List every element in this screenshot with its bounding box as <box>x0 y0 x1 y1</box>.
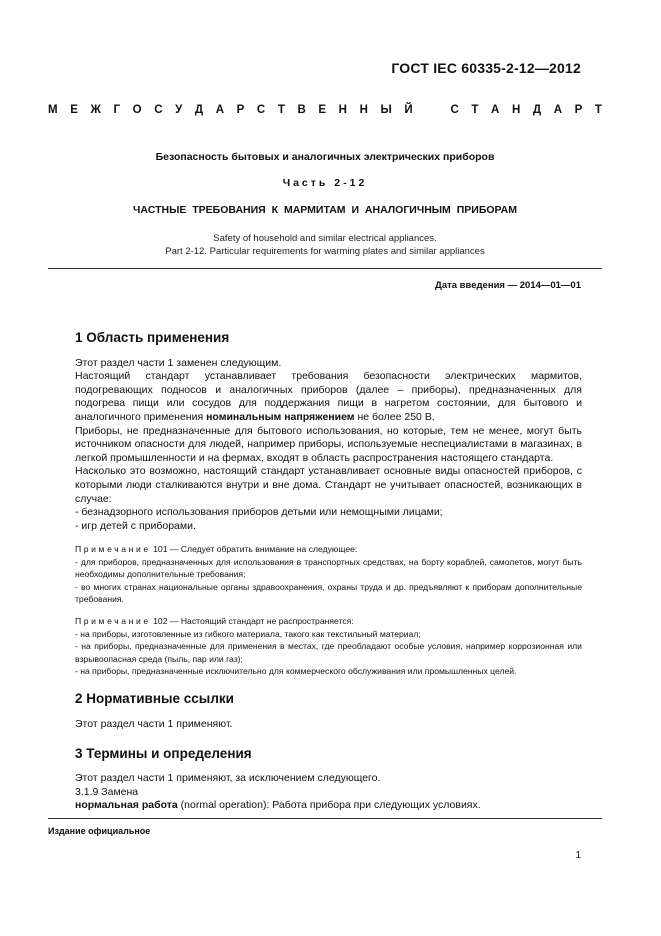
title-line-1: Безопасность бытовых и аналогичных электрических приборов <box>155 151 495 163</box>
heading-letter: Т <box>471 104 479 116</box>
heading-letter: Й <box>404 104 413 116</box>
section-1-paragraph-3: Приборы, не предназначенные для бытового использования, но которые, тем не менее, могут быть источником опасности для людей, например приборы, используемые неспециалистами в магазинах, в легкой промышленности и на фермах, входят в область распространения настоящего стандарта. <box>75 424 582 464</box>
heading-letter: Н <box>359 104 368 116</box>
heading-letter: Н <box>511 104 521 116</box>
heading-letter: С <box>450 104 459 116</box>
heading-letter: А <box>215 104 225 116</box>
heading-letter: А <box>553 104 563 116</box>
effective-date: Дата введения — 2014—01—01 <box>435 280 581 291</box>
heading-letter: Р <box>236 104 245 116</box>
note-label: Примечание <box>75 544 151 555</box>
note-item: - для приборов, предназначенных для использования в транспортных средствах, на борту кораблей, самолетов, могут быть необходимы дополнительные требования; <box>75 556 582 580</box>
section-2-heading: 2 Нормативные ссылки <box>75 691 234 707</box>
heading-letter: Н <box>338 104 347 116</box>
heading-letter: О <box>132 104 142 116</box>
term-bold: номинальным напряжением <box>206 410 355 423</box>
section-1-paragraph-1: Этот раздел части 1 заменен следующим. <box>75 356 282 369</box>
english-title-line-2: Part 2-12. Particular requirements for warming plates and similar appliances <box>165 246 485 257</box>
text-run: Настоящий стандарт устанавливает требования безопасности электрических мармитов, подогревающих подносов и аналогичных приборов (далее – приборы), предназначенных для подогрева пищи или сосудов для поддержания пищи в нагретом состоянии, для бытового и аналогичного применения <box>75 370 582 423</box>
heading-letter: У <box>175 104 183 116</box>
english-title <box>48 232 602 258</box>
document-body <box>75 331 582 813</box>
list-item: - безнадзорного использования приборов детьми или немощными лицами; <box>75 506 443 519</box>
term-bold: нормальная работа <box>75 799 178 812</box>
section-1-paragraph-2 <box>75 370 582 424</box>
note-101 <box>75 543 582 605</box>
note-item: - на приборы, предназначенные для применения в местах, где преобладают особые условия, например коррозионная или взрывоопасная среда (пыль, пар или газ); <box>75 641 582 664</box>
note-label: Примечание <box>75 616 151 627</box>
note-text: 102 — Настоящий стандарт не распространяется: <box>150 616 354 627</box>
heading-letter: С <box>256 104 266 116</box>
note-text: 101 — Следует обратить внимание на следующее: <box>150 544 358 555</box>
heading-letter: Е <box>318 104 327 116</box>
note-item: - во многих странах национальные органы здравоохранения, охраны труда и др. предъявляют к приборам дополнительные требования. <box>75 581 582 604</box>
heading-letter: Д <box>532 104 542 116</box>
heading-letter: М <box>48 104 58 116</box>
edition-label: Издание официальное <box>48 826 151 836</box>
page-number: 1 <box>575 850 581 861</box>
heading-letter: Ж <box>90 104 101 116</box>
note-102 <box>75 615 582 677</box>
heading-letter: Р <box>574 104 583 116</box>
note-item: - на приборы, изготовленные из гибкого материала, такого как текстильный материал; <box>75 628 421 639</box>
heading-letter: Ы <box>380 104 392 116</box>
text-run: (normal operation): Работа прибора при следующих условиях. <box>177 799 481 812</box>
footer-divider <box>48 818 602 819</box>
section-3-paragraph-1: Этот раздел части 1 применяют, за исключением следующего. <box>75 772 381 785</box>
section-2-paragraph-1: Этот раздел части 1 применяют. <box>75 717 233 730</box>
interstate-standard-heading <box>48 104 602 116</box>
note-item: - на приборы, предназначенные исключительно для коммерческого обслуживания или промышленных целей. <box>75 665 517 676</box>
heading-letter: С <box>154 104 163 116</box>
list-item: - игр детей с приборами. <box>75 519 196 532</box>
english-title-line-1: Safety of household and similar electrical appliances. <box>213 233 437 244</box>
section-3-heading: 3 Термины и определения <box>75 745 252 761</box>
gost-code: ГОСТ IEC 60335-2-12—2012 <box>391 60 581 76</box>
heading-letter: Г <box>113 104 121 116</box>
divider <box>48 268 602 269</box>
heading-letter: Д <box>194 104 204 116</box>
section-1-paragraph-4: Насколько это возможно, настоящий стандарт устанавливает основные виды опасностей приборов, с которыми люди сталкиваются внутри и вне дома. Стандарт не учитывает опасностей, возникающих в случае: <box>75 465 582 505</box>
heading-letter: В <box>297 104 306 116</box>
section-3-definition <box>75 799 582 813</box>
text-run: не более 250 В. <box>354 410 435 423</box>
section-1-heading: 1 Область применения <box>75 330 230 345</box>
title-line-2: ЧАСТНЫЕ ТРЕБОВАНИЯ К МАРМИТАМ И АНАЛОГИЧНЫМ ПРИБОРАМ <box>133 204 517 216</box>
heading-letter: А <box>491 104 500 116</box>
part-number: Часть 2-12 <box>282 177 368 189</box>
heading-letter: Т <box>594 104 602 116</box>
heading-letter: Т <box>277 104 285 116</box>
heading-letter: Е <box>70 104 78 116</box>
section-3-subclause: 3.1.9 Замена <box>75 785 139 798</box>
